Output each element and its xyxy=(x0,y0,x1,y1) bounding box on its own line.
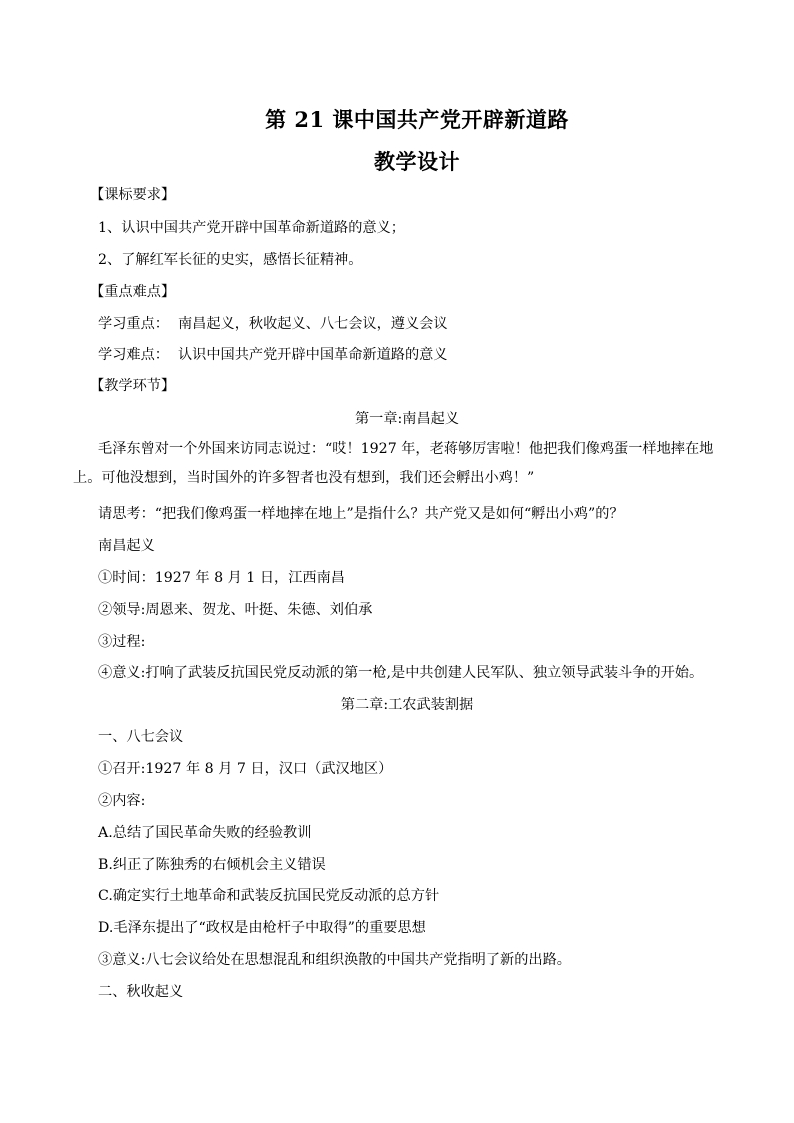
chapter2-content-item-b: B.纠正了陈独秀的右倾机会主义错误 xyxy=(98,857,326,873)
chapter1-question: 请思考：“把我们像鸡蛋一样地摔在地上”是指什么？共产党又是如何“孵出小鸡”的？ xyxy=(98,506,624,522)
key-heading: 【重点难点】 xyxy=(90,284,176,300)
chapter2-title: 第二章:工农武装割据 xyxy=(340,697,474,713)
curriculum-item-1: 1、认识中国共产党开辟中国革命新道路的意义； xyxy=(98,220,405,236)
chapter1-leaders: ②领导:周恩来、贺龙、叶挺、朱德、刘伯承 xyxy=(98,602,373,618)
chapter1-subject: 南昌起义 xyxy=(98,538,155,554)
chapter1-time: ①时间：1927 年 8 月 1 日，江西南昌 xyxy=(98,570,345,586)
difficult-points: 学习难点： 认识中国共产党开辟中国革命新道路的意义 xyxy=(98,347,448,363)
teaching-heading: 【教学环节】 xyxy=(90,378,176,394)
chapter1-title: 第一章:南昌起义 xyxy=(354,411,460,427)
chapter2-section2: 二、秋收起义 xyxy=(98,984,184,1000)
chapter2-content-item-a: A.总结了国民革命失败的经验教训 xyxy=(98,825,312,841)
chapter2-section1: 一、八七会议 xyxy=(98,729,184,745)
chapter2-content-item-c: C.确定实行土地革命和武装反抗国民党反动派的总方针 xyxy=(98,888,440,904)
curriculum-item-2: 2、了解红军长征的史实，感悟长征精神。 xyxy=(98,252,363,268)
curriculum-heading: 【课标要求】 xyxy=(90,187,176,203)
chapter1-process: ③过程: xyxy=(98,634,146,650)
chapter2-convened: ①召开:1927 年 8 月 7 日，汉口（武汉地区） xyxy=(98,761,393,777)
chapter2-content-item-d: D.毛泽东提出了“政权是由枪杆子中取得”的重要思想 xyxy=(98,920,426,936)
chapter1-quote: 毛泽东曾对一个外国来访同志说过：“哎！1927 年，老蒋够厉害啦！他把我们像鸡蛋一样地摔在地上。可他没想到，当时国外的许多智者也没有想到，我们还会孵出小鸡！” xyxy=(73,441,714,486)
chapter2-content-label: ②内容: xyxy=(98,793,146,809)
chapter2-significance: ③意义:八七会议给处在思想混乱和组织涣散的中国共产党指明了新的出路。 xyxy=(98,952,571,968)
chapter1-significance: ④意义:打响了武装反抗国民党反动派的第一枪,是中共创建人民军队、独立领导武装斗争的开始。 xyxy=(98,665,704,681)
document-title: 第 21 课中国共产党开辟新道路 xyxy=(265,107,569,132)
key-points: 学习重点： 南昌起义，秋收起义、八七会议，遵义会议 xyxy=(98,316,448,332)
document-subtitle: 教学设计 xyxy=(374,149,460,174)
